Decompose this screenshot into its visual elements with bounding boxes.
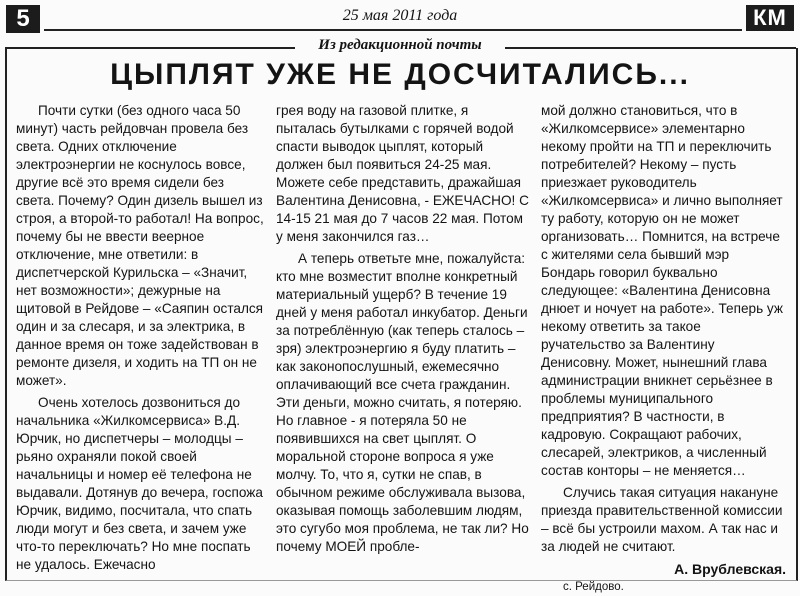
page-number: 5 xyxy=(6,5,40,33)
article-column-3 xyxy=(541,102,786,596)
header-rule xyxy=(44,29,742,31)
article-headline: ЦЫПЛЯТ УЖЕ НЕ ДОСЧИТАЛИСЬ... xyxy=(110,58,690,91)
paragraph: мой должно становиться, что в «Жилкомсервисе» элементарно некому пройти на ТП и переключить потребителей? Некому – пусть приезжает руководитель «Жилкомсервиса» и лично выполняет ту работу, которую он не может организовать… Помнится, на встрече с жителями села бывший мэр Бондарь говорил буквально следующее: «Валентина Денисовна днюет и ночует на работе». Теперь уж некому ответить за такое ручательство за Валентину Денисовну. Может, нынешний глава администрации вникнет серьёзнее в проблемы муниципального предприятия? В частности, в кадровую. Сокращают рабочих, слесарей, электриков, а численный состав конторы – не меняется… xyxy=(541,103,783,478)
paragraph: грея воду на газовой плитке, я пыталась бутылками с горячей водой спасти выводок цыплят, который должен был появиться 24-25 мая. Можете себе представить, дражайшая Валентина Денисовна, - ЕЖЕЧАСНО! С 14-15 21 мая до 7 часов 22 мая. Потом у меня закончился газ… xyxy=(276,103,529,244)
rubric-label: Из редакционной почты xyxy=(318,37,482,53)
newspaper-logo: КМ xyxy=(746,5,794,31)
issue-date: 25 мая 2011 года xyxy=(342,7,458,24)
rubric-rule-right xyxy=(505,47,796,49)
article-column-1 xyxy=(16,102,266,574)
author-location: с. Рейдово. xyxy=(563,581,624,593)
paragraph: А теперь ответьте мне, пожалуйста: кто мне возместит вполне конкретный материальный ущерб? В течение 19 дней у меня работал инкубатор. Деньги за потреблённую (как теперь сталось – зря) электроэнергию я буду платить – как законопослушный, ежемесячно оплачивающий все счета гражданин. Эти деньги, можно считать, я потеряю. Но главное - я потеряла 50 не появившихся на свет цыплят. О моральной стороне вопроса я уже молчу. То, что я, сутки не спав, в обычном режиме обслуживала вызова, оказывая помощь заболевшим людям, это сугубо моя проблема, не так ли? Но почему МОЕЙ пробле- xyxy=(276,251,529,554)
rubric-rule-left xyxy=(5,47,295,49)
page-header xyxy=(0,0,800,34)
paragraph: Случись такая ситуация накануне приезда правительственной комиссии – всё бы устроили махом. А так нас и за людей не считают. xyxy=(541,485,783,554)
paragraph: Очень хотелось дозвониться до начальника «Жилкомсервиса» В.Д. Юрчик, но диспетчеры – молодцы – рьяно охраняли покой своей начальницы и номер её телефона не выдавали. Дотянув до вечера, госпожа Юрчик, видимо, посчитала, что спать люди могут и без света, и зачем уже что-то переключать? Но мне поспать не удалось. Ежечасно xyxy=(16,395,263,572)
article-column-2 xyxy=(276,102,530,556)
author-signature: А. Врублевская. xyxy=(674,561,786,577)
paragraph: Почти сутки (без одного часа 50 минут) часть рейдовчан провела без света. Одних отключение электроэнергии не коснулось вовсе, другие всё это время сидели без света. Почему? Один дизель вышел из строя, а второй-то работал! На вопрос, почему бы не ввести веерное отключение, мне ответили: в диспетчерской Курильска – «Значит, нет возможности»; дежурные на щитовой в Рейдове – «Саяпин остался один и за слесаря, и за электрика, в данное время он тоже задействован в ремонте дизеля, и ходить на ТП он не может». xyxy=(16,103,264,388)
